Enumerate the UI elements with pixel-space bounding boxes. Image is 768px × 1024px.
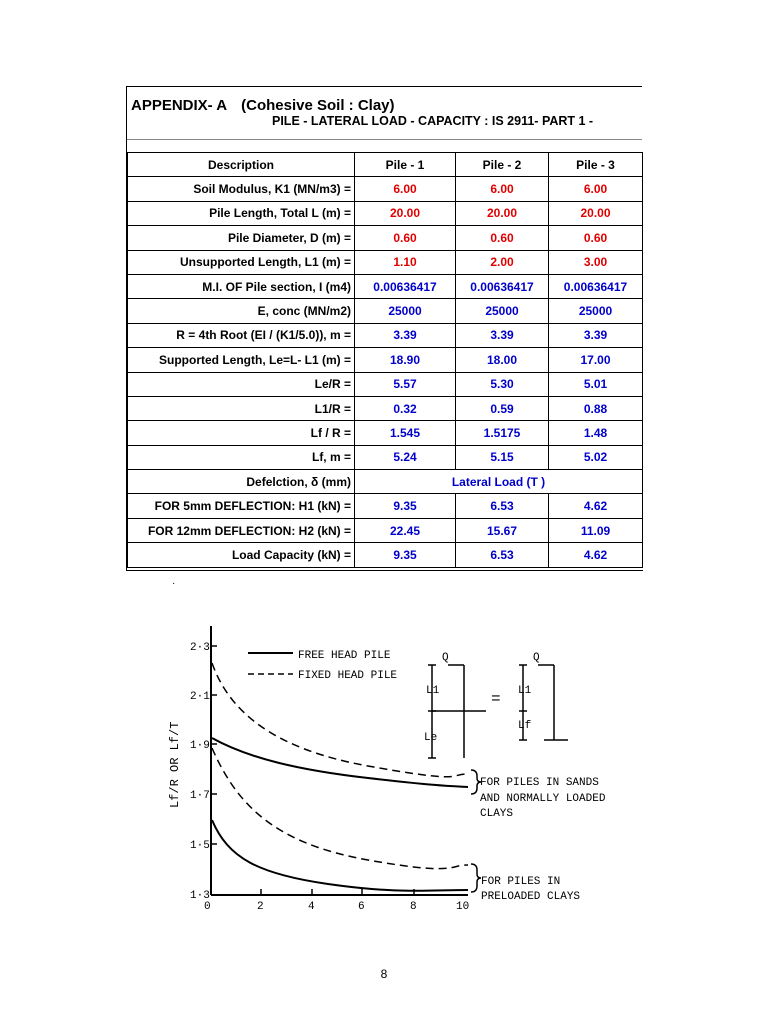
y-axis-label: Lf/R OR Lf/T <box>168 721 182 808</box>
cell-pile-2: 0.00636417 <box>456 274 549 298</box>
cell-pile-1: 3.39 <box>355 323 456 347</box>
fixed-head-preloaded-curve <box>212 748 468 869</box>
cell-pile-3: 25000 <box>549 299 643 323</box>
row-label: Supported Length, Le=L- L1 (m) = <box>128 348 355 372</box>
capacity-row <box>128 543 643 567</box>
page-number: 8 <box>380 967 388 981</box>
load-pile-2: 6.53 <box>456 494 549 518</box>
y-tick: 1·9 <box>190 740 210 752</box>
lf-ratio-figure <box>168 608 648 918</box>
cell-pile-1: 5.57 <box>355 372 456 396</box>
table-header-row <box>128 153 643 177</box>
row-label: Pile Diameter, D (m) = <box>128 226 355 250</box>
legend-fixed-head: FIXED HEAD PILE <box>298 670 398 682</box>
y-tick: 1·3 <box>190 890 210 902</box>
row-label: Lf, m = <box>128 445 355 469</box>
legend-free-head: FREE HEAD PILE <box>298 650 391 662</box>
cell-pile-3: 1.48 <box>549 421 643 445</box>
lateral-load-span: Lateral Load (T ) <box>355 470 643 494</box>
load-pile-1: 9.35 <box>355 494 456 518</box>
table-row <box>128 396 643 420</box>
cell-pile-2: 20.00 <box>456 201 549 225</box>
load-row <box>128 494 643 518</box>
capacity-label: Load Capacity (kN) = <box>128 543 355 567</box>
stray-mark: · <box>172 578 176 589</box>
cell-pile-1: 18.90 <box>355 348 456 372</box>
cell-pile-3: 17.00 <box>549 348 643 372</box>
load-row <box>128 518 643 542</box>
capacity-pile-2: 6.53 <box>456 543 549 567</box>
table-row <box>128 421 643 445</box>
row-label: E, conc (MN/m2) <box>128 299 355 323</box>
cell-pile-2: 0.60 <box>456 226 549 250</box>
cell-pile-1: 5.24 <box>355 445 456 469</box>
y-tick-labels <box>190 642 210 902</box>
load-pile-3: 4.62 <box>549 494 643 518</box>
sheet-header <box>127 86 642 153</box>
cell-pile-2: 5.15 <box>456 445 549 469</box>
cell-pile-3: 3.00 <box>549 250 643 274</box>
cell-pile-1: 1.545 <box>355 421 456 445</box>
cell-pile-3: 20.00 <box>549 201 643 225</box>
sketch-q-1: Q <box>442 652 449 664</box>
col-pile-2: Pile - 2 <box>456 153 549 177</box>
load-row-label: FOR 5mm DEFLECTION: H1 (kN) = <box>128 494 355 518</box>
row-label: Pile Length, Total L (m) = <box>128 201 355 225</box>
table-row <box>128 323 643 347</box>
sheet-subtitle: PILE - LATERAL LOAD - CAPACITY : IS 2911- PART 1 - <box>272 114 594 128</box>
cell-pile-3: 3.39 <box>549 323 643 347</box>
brace-preloaded <box>471 864 481 892</box>
cell-pile-1: 1.10 <box>355 250 456 274</box>
cell-pile-3: 5.01 <box>549 372 643 396</box>
sketch-le: Le <box>424 732 438 744</box>
row-label: L1/R = <box>128 396 355 420</box>
col-description: Description <box>128 153 355 177</box>
appendix-title: APPENDIX- A (Cohesive Soil : Clay) <box>131 97 395 114</box>
cell-pile-2: 0.59 <box>456 396 549 420</box>
table-row <box>128 201 643 225</box>
note-preloaded-2: PRELOADED CLAYS <box>481 891 581 903</box>
cell-pile-2: 2.00 <box>456 250 549 274</box>
cell-pile-2: 18.00 <box>456 348 549 372</box>
y-tick: 2·1 <box>190 691 210 703</box>
cell-pile-3: 0.00636417 <box>549 274 643 298</box>
deflection-header-row <box>128 470 643 494</box>
x-tick: 8 <box>410 901 417 913</box>
table-row <box>128 372 643 396</box>
calculation-sheet <box>126 86 643 571</box>
row-label: Lf / R = <box>128 421 355 445</box>
x-tick: 6 <box>358 901 365 913</box>
cell-pile-2: 5.30 <box>456 372 549 396</box>
sketch-l1-2: L1 <box>518 685 532 697</box>
row-label: M.I. OF Pile section, I (m4) <box>128 274 355 298</box>
cell-pile-1: 0.00636417 <box>355 274 456 298</box>
cell-pile-2: 6.00 <box>456 177 549 201</box>
x-tick: 4 <box>308 901 315 913</box>
x-tick: 0 <box>204 901 211 913</box>
table-row <box>128 348 643 372</box>
y-tick: 1·7 <box>190 790 210 802</box>
sketch-equals: = <box>491 690 501 708</box>
table-row <box>128 226 643 250</box>
free-head-sands-curve <box>212 738 468 787</box>
cell-pile-1: 6.00 <box>355 177 456 201</box>
note-preloaded-1: FOR PILES IN <box>481 876 561 888</box>
note-sands-2: AND NORMALLY LOADED <box>480 793 606 805</box>
table-row <box>128 177 643 201</box>
soil-type: (Cohesive Soil : Clay) <box>241 97 395 114</box>
x-tick: 2 <box>257 901 264 913</box>
y-tick: 2·3 <box>190 642 210 654</box>
free-head-preloaded-curve <box>212 820 468 891</box>
cell-pile-2: 3.39 <box>456 323 549 347</box>
cell-pile-1: 0.32 <box>355 396 456 420</box>
x-tick: 10 <box>456 901 470 913</box>
cell-pile-1: 25000 <box>355 299 456 323</box>
load-row-label: FOR 12mm DEFLECTION: H2 (kN) = <box>128 518 355 542</box>
load-pile-3: 11.09 <box>549 518 643 542</box>
sketch-q-2: Q <box>533 652 540 664</box>
cell-pile-1: 0.60 <box>355 226 456 250</box>
y-tick: 1·5 <box>190 840 210 852</box>
header-divider <box>127 139 642 140</box>
note-sands-3: CLAYS <box>480 808 514 820</box>
cell-pile-3: 0.60 <box>549 226 643 250</box>
load-pile-2: 15.67 <box>456 518 549 542</box>
table-row <box>128 274 643 298</box>
table-row <box>128 445 643 469</box>
row-label: Le/R = <box>128 372 355 396</box>
load-pile-1: 22.45 <box>355 518 456 542</box>
col-pile-1: Pile - 1 <box>355 153 456 177</box>
cell-pile-2: 25000 <box>456 299 549 323</box>
note-sands-1: FOR PILES IN SANDS <box>480 777 599 789</box>
cell-pile-2: 1.5175 <box>456 421 549 445</box>
col-pile-3: Pile - 3 <box>549 153 643 177</box>
sketch-lf: Lf <box>518 720 532 732</box>
table-row <box>128 250 643 274</box>
x-tick-labels <box>204 901 469 913</box>
row-label: Soil Modulus, K1 (MN/m3) = <box>128 177 355 201</box>
capacity-pile-1: 9.35 <box>355 543 456 567</box>
capacity-pile-3: 4.62 <box>549 543 643 567</box>
cell-pile-1: 20.00 <box>355 201 456 225</box>
row-label: R = 4th Root (EI / (K1/5.0)), m = <box>128 323 355 347</box>
pile-capacity-table <box>127 152 643 568</box>
row-label: Unsupported Length, L1 (m) = <box>128 250 355 274</box>
pile-sketch-free <box>428 665 486 758</box>
sketch-l1-1: L1 <box>426 685 440 697</box>
table-row <box>128 299 643 323</box>
cell-pile-3: 6.00 <box>549 177 643 201</box>
cell-pile-3: 5.02 <box>549 445 643 469</box>
deflection-label: Defelction, δ (mm) <box>128 470 355 494</box>
cell-pile-3: 0.88 <box>549 396 643 420</box>
